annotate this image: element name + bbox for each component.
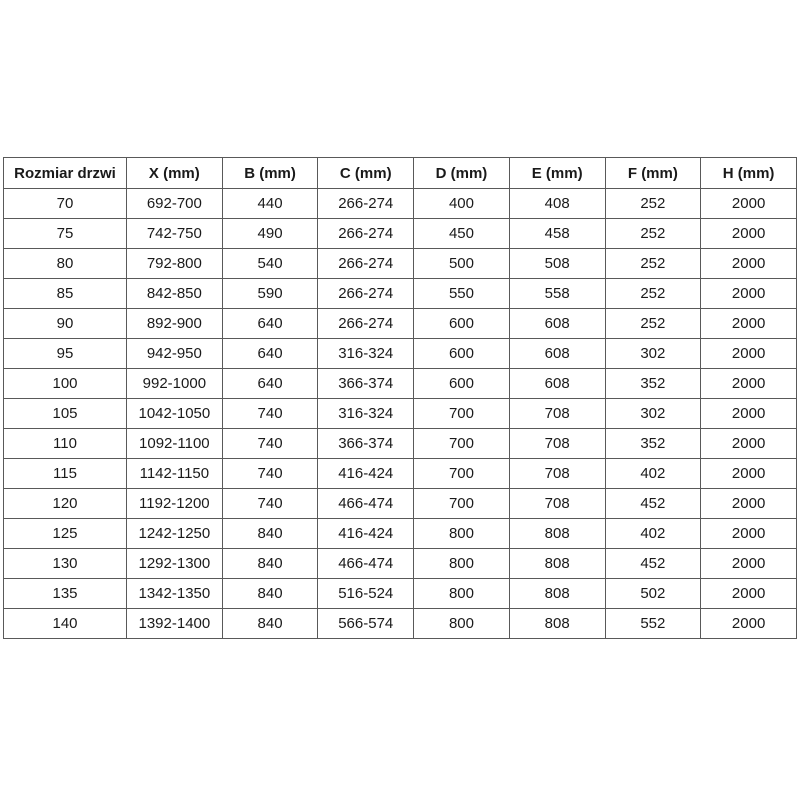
column-header-7: H (mm) [701,158,797,189]
table-cell: 808 [509,609,605,639]
table-cell: 466-474 [318,489,414,519]
table-cell: 600 [414,309,510,339]
table-cell: 2000 [701,189,797,219]
table-cell: 1092-1100 [127,429,223,459]
table-cell: 840 [222,609,318,639]
table-cell: 316-324 [318,339,414,369]
table-cell: 608 [509,339,605,369]
table-row [4,279,797,309]
table-cell: 1042-1050 [127,399,223,429]
table-cell: 516-524 [318,579,414,609]
table-cell: 266-274 [318,189,414,219]
table-cell: 95 [4,339,127,369]
column-header-3: C (mm) [318,158,414,189]
table-cell: 125 [4,519,127,549]
table-cell: 608 [509,369,605,399]
table-cell: 640 [222,339,318,369]
table-cell: 2000 [701,249,797,279]
table-cell: 2000 [701,519,797,549]
table-row [4,429,797,459]
table-row [4,309,797,339]
table-row [4,519,797,549]
table-cell: 2000 [701,489,797,519]
table-cell: 566-574 [318,609,414,639]
table-cell: 2000 [701,549,797,579]
door-size-table [3,157,797,639]
column-header-6: F (mm) [605,158,701,189]
table-cell: 992-1000 [127,369,223,399]
table-row [4,579,797,609]
table-cell: 75 [4,219,127,249]
table-cell: 266-274 [318,309,414,339]
table-cell: 252 [605,309,701,339]
table-row [4,249,797,279]
column-header-4: D (mm) [414,158,510,189]
table-row [4,459,797,489]
table-cell: 740 [222,489,318,519]
column-header-5: E (mm) [509,158,605,189]
table-cell: 800 [414,519,510,549]
table-cell: 808 [509,579,605,609]
table-cell: 402 [605,459,701,489]
column-header-0: Rozmiar drzwi [4,158,127,189]
table-cell: 800 [414,579,510,609]
table-cell: 2000 [701,429,797,459]
table-row [4,549,797,579]
table-cell: 352 [605,429,701,459]
table-cell: 540 [222,249,318,279]
table-cell: 416-424 [318,519,414,549]
table-cell: 1192-1200 [127,489,223,519]
table-cell: 440 [222,189,318,219]
table-cell: 400 [414,189,510,219]
table-cell: 120 [4,489,127,519]
table-cell: 100 [4,369,127,399]
table-cell: 740 [222,429,318,459]
table-header-row [4,158,797,189]
table-cell: 70 [4,189,127,219]
table-row [4,339,797,369]
table-row [4,609,797,639]
table-cell: 105 [4,399,127,429]
table-cell: 692-700 [127,189,223,219]
table-cell: 266-274 [318,279,414,309]
table-cell: 2000 [701,579,797,609]
table-cell: 640 [222,369,318,399]
table-row [4,489,797,519]
table-cell: 266-274 [318,249,414,279]
table-cell: 1292-1300 [127,549,223,579]
table-cell: 2000 [701,459,797,489]
table-cell: 708 [509,489,605,519]
table-cell: 266-274 [318,219,414,249]
table-cell: 452 [605,489,701,519]
table-cell: 800 [414,609,510,639]
table-row [4,399,797,429]
table-cell: 808 [509,549,605,579]
table-cell: 252 [605,189,701,219]
table-cell: 1392-1400 [127,609,223,639]
table-cell: 800 [414,549,510,579]
table-cell: 458 [509,219,605,249]
table-cell: 708 [509,399,605,429]
table-cell: 252 [605,279,701,309]
column-header-1: X (mm) [127,158,223,189]
table-cell: 608 [509,309,605,339]
table-cell: 840 [222,579,318,609]
table-cell: 840 [222,549,318,579]
table-cell: 500 [414,249,510,279]
table-cell: 2000 [701,219,797,249]
table-cell: 742-750 [127,219,223,249]
table-row [4,189,797,219]
table-cell: 708 [509,429,605,459]
table-cell: 2000 [701,369,797,399]
table-cell: 502 [605,579,701,609]
table-cell: 408 [509,189,605,219]
table-cell: 316-324 [318,399,414,429]
table-cell: 466-474 [318,549,414,579]
table-cell: 252 [605,219,701,249]
table-cell: 558 [509,279,605,309]
table-cell: 1142-1150 [127,459,223,489]
table-cell: 115 [4,459,127,489]
table-cell: 740 [222,399,318,429]
table-cell: 402 [605,519,701,549]
table-cell: 366-374 [318,369,414,399]
table-cell: 416-424 [318,459,414,489]
table-cell: 302 [605,339,701,369]
table-cell: 708 [509,459,605,489]
table-cell: 2000 [701,279,797,309]
table-cell: 135 [4,579,127,609]
table-cell: 792-800 [127,249,223,279]
table-cell: 85 [4,279,127,309]
table-cell: 2000 [701,399,797,429]
table-cell: 640 [222,309,318,339]
table-cell: 110 [4,429,127,459]
column-header-2: B (mm) [222,158,318,189]
table-cell: 740 [222,459,318,489]
table-cell: 140 [4,609,127,639]
table-cell: 90 [4,309,127,339]
table-cell: 600 [414,369,510,399]
table-cell: 80 [4,249,127,279]
table-cell: 130 [4,549,127,579]
table-cell: 2000 [701,309,797,339]
table-cell: 508 [509,249,605,279]
table-cell: 700 [414,489,510,519]
table-cell: 452 [605,549,701,579]
table-cell: 450 [414,219,510,249]
table-cell: 550 [414,279,510,309]
table-cell: 552 [605,609,701,639]
table-cell: 808 [509,519,605,549]
table-cell: 2000 [701,609,797,639]
table-cell: 1342-1350 [127,579,223,609]
table-cell: 842-850 [127,279,223,309]
table-cell: 700 [414,459,510,489]
table-cell: 892-900 [127,309,223,339]
table-cell: 1242-1250 [127,519,223,549]
table-cell: 302 [605,399,701,429]
table-cell: 252 [605,249,701,279]
table-cell: 590 [222,279,318,309]
table-cell: 490 [222,219,318,249]
table-cell: 352 [605,369,701,399]
table-cell: 2000 [701,339,797,369]
table-row [4,369,797,399]
table-cell: 942-950 [127,339,223,369]
table-row [4,219,797,249]
table-cell: 600 [414,339,510,369]
table-cell: 366-374 [318,429,414,459]
table-cell: 700 [414,399,510,429]
table-cell: 840 [222,519,318,549]
table-cell: 700 [414,429,510,459]
